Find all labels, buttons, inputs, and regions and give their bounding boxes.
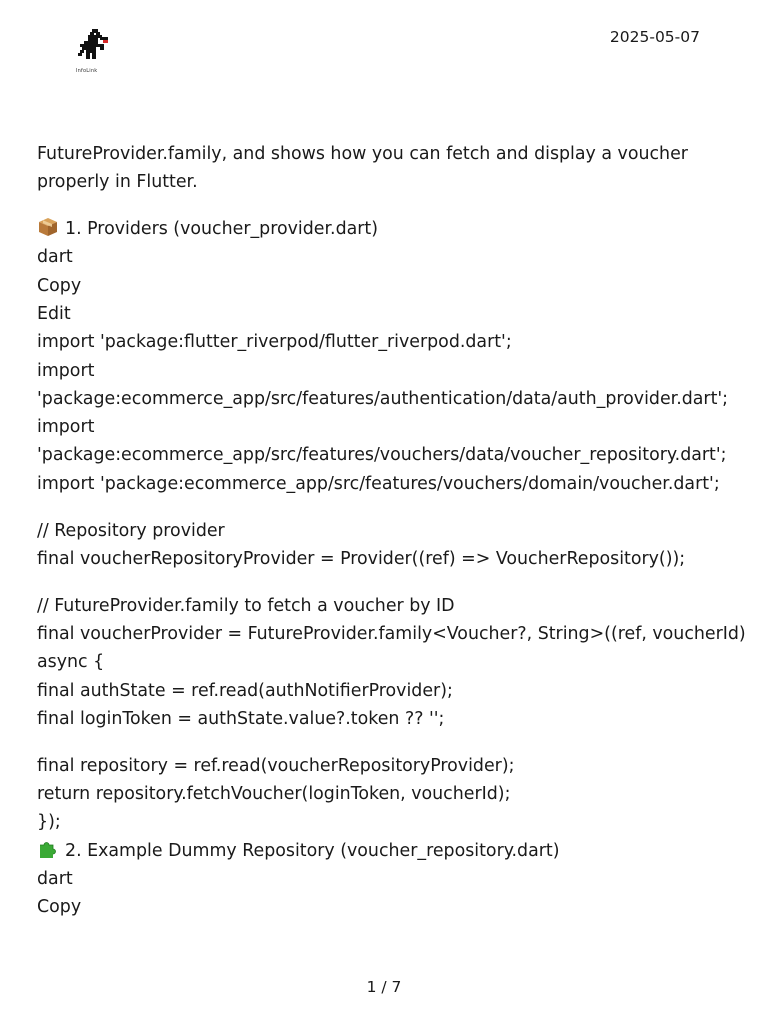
- code-language-label: dart: [37, 868, 73, 889]
- puzzle-piece-icon: [37, 839, 59, 859]
- code-line: 'package:ecommerce_app/src/features/authentication/data/auth_provider.dart';: [37, 388, 729, 409]
- paragraph-gap: [37, 733, 737, 752]
- code-line: import 'package:ecommerce_app/src/features/vouchers/domain/voucher.dart';: [37, 473, 720, 494]
- code-line: final voucherRepositoryProvider = Provider((ref) => VoucherRepository());: [37, 548, 686, 569]
- copy-button[interactable]: Copy: [37, 897, 82, 918]
- paragraph-gap: [37, 573, 737, 592]
- document-date: 2025-05-07: [609, 28, 700, 46]
- code-comment: // Repository provider: [37, 520, 225, 541]
- section-title-2: 2. Example Dummy Repository (voucher_repository.dart): [65, 840, 560, 861]
- code-language-label: dart: [37, 247, 73, 268]
- code-line: return repository.fetchVoucher(loginToken, voucherId);: [37, 783, 511, 804]
- section-title-1: 1. Providers (voucher_provider.dart): [65, 219, 379, 240]
- logo-caption: InfoLink: [76, 68, 98, 74]
- page-indicator: 1 / 7: [366, 978, 402, 996]
- code-line: async {: [37, 652, 105, 673]
- section-heading-1: [37, 215, 737, 243]
- paragraph-gap: [37, 197, 737, 216]
- page-header: [0, 0, 768, 100]
- code-line: final repository = ref.read(voucherRepositoryProvider);: [37, 755, 515, 776]
- code-line: import 'package:flutter_riverpod/flutter_riverpod.dart';: [37, 332, 512, 353]
- code-line: 'package:ecommerce_app/src/features/vouchers/data/voucher_repository.dart';: [37, 445, 727, 466]
- copy-button[interactable]: Copy: [37, 275, 82, 296]
- code-line: final voucherProvider = FutureProvider.family<Voucher?, String>((ref, voucherId): [37, 623, 746, 644]
- code-line: });: [37, 812, 61, 833]
- code-line: final authState = ref.read(authNotifierProvider);: [37, 680, 453, 701]
- code-line: import: [37, 417, 95, 438]
- intro-line-1: FutureProvider.family, and shows how you can fetch and display a voucher: [37, 144, 688, 164]
- code-comment: // FutureProvider.family to fetch a voucher by ID: [37, 595, 455, 616]
- edit-button[interactable]: Edit: [37, 303, 71, 324]
- code-line: import: [37, 360, 95, 381]
- paragraph-gap: [37, 498, 737, 517]
- code-line: final loginToken = authState.value?.token ?? '';: [37, 708, 445, 729]
- package-icon: [37, 217, 59, 237]
- intro-line-2: properly in Flutter.: [37, 172, 198, 193]
- section-heading-2: [37, 837, 737, 865]
- document-body: [37, 140, 746, 921]
